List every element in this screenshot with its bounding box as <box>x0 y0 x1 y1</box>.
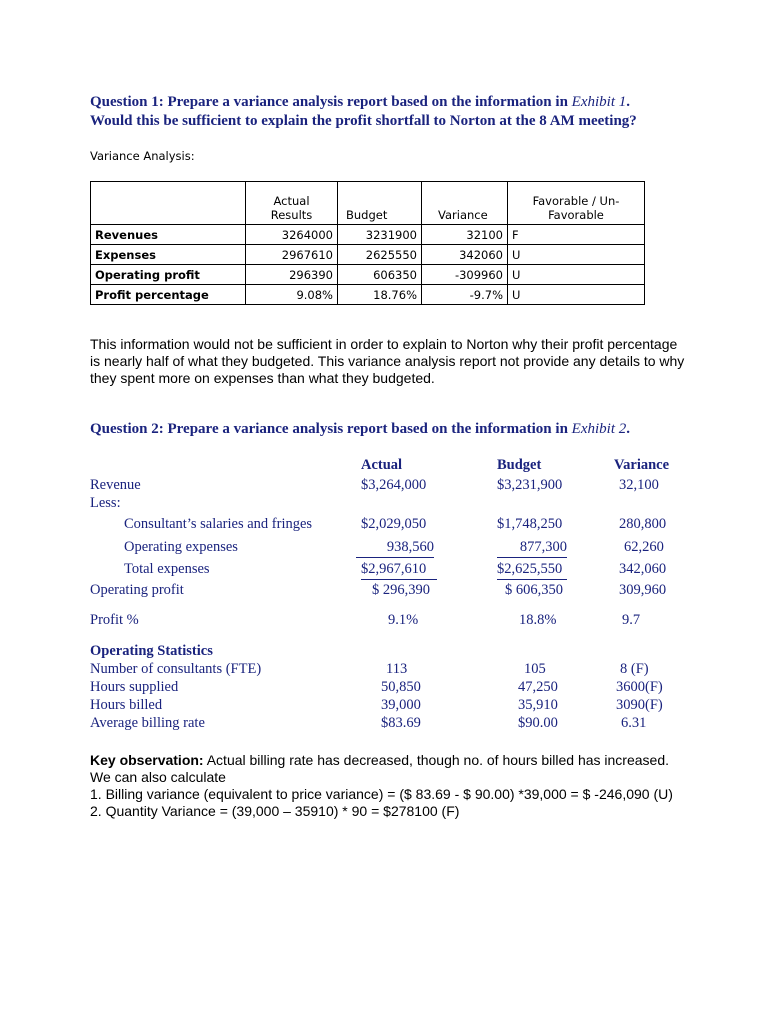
cell-favorable: U <box>508 245 645 265</box>
stat-variance: 3090(F) <box>616 697 663 713</box>
cell-variance: 32100 <box>422 225 508 245</box>
row-label: Operating profit <box>91 265 246 285</box>
table-row <box>91 245 645 265</box>
stat-budget: $90.00 <box>518 715 558 731</box>
total-expenses-budget: $2,625,550 <box>497 561 567 580</box>
cell-variance: -9.7% <box>422 285 508 305</box>
question-1-period: . <box>626 94 630 110</box>
cell-budget: 3231900 <box>338 225 422 245</box>
row-label: Revenues <box>91 225 246 245</box>
stat-actual: 113 <box>386 661 408 677</box>
opex-label: Operating expenses <box>124 539 238 555</box>
cell-variance: 342060 <box>422 245 508 265</box>
key-observation-text: Actual billing rate has decreased, though no. of hours billed has increased. <box>203 752 670 768</box>
header-favorable: Favorable / Un- Favorable <box>508 182 645 225</box>
header-actual: Actual Results <box>246 182 338 225</box>
row-label: Expenses <box>91 245 246 265</box>
header-variance: Variance <box>422 182 508 225</box>
question-1-text: Question 1: Prepare a variance analysis report based on the information in <box>90 94 572 110</box>
stat-budget: 47,250 <box>518 679 558 695</box>
salaries-budget: $1,748,250 <box>497 516 563 532</box>
revenue-variance: 32,100 <box>619 477 659 493</box>
operating-profit-variance: 309,960 <box>619 582 667 598</box>
billing-variance-line: 1. Billing variance (equivalent to price variance) = ($ 83.69 - $ 90.00) *39,000 = $ -246,090 (U) <box>90 786 673 802</box>
total-expenses-actual: $2,967,610 <box>361 561 437 580</box>
cell-favorable: U <box>508 285 645 305</box>
revenue-label: Revenue <box>90 477 141 493</box>
stat-budget: 105 <box>524 661 546 677</box>
stat-label: Average billing rate <box>90 715 205 731</box>
operating-statistics-heading: Operating Statistics <box>90 643 213 659</box>
col-header-actual: Actual <box>361 457 403 473</box>
salaries-label: Consultant’s salaries and fringes <box>124 516 313 532</box>
profit-pct-variance: 9.7 <box>622 612 641 628</box>
analysis-paragraph-line2: is nearly half of what they budgeted. This variance analysis report not provide any details to why <box>90 353 685 369</box>
salaries-variance: 280,800 <box>619 516 667 532</box>
analysis-paragraph-line3: they spent more on expenses than what they budgeted. <box>90 370 435 386</box>
variance-analysis-table <box>90 181 645 305</box>
stat-actual: 39,000 <box>381 697 421 713</box>
question-2-heading <box>90 420 630 439</box>
stat-label: Hours billed <box>90 697 163 713</box>
total-expenses-label: Total expenses <box>124 561 210 577</box>
profit-pct-label: Profit % <box>90 612 139 628</box>
question-1-line2: Would this be sufficient to explain the profit shortfall to Norton at the 8 AM meeting? <box>90 113 637 129</box>
opex-variance: 62,260 <box>624 539 664 555</box>
variance-analysis-label: Variance Analysis: <box>90 149 195 163</box>
table-row <box>91 225 645 245</box>
col-header-variance: Variance <box>614 457 670 473</box>
operating-profit-label: Operating profit <box>90 582 184 598</box>
stat-variance: 8 (F) <box>620 661 649 677</box>
stat-actual: 50,850 <box>381 679 421 695</box>
stat-budget: 35,910 <box>518 697 558 713</box>
header-budget: Budget <box>338 182 422 225</box>
exhibit-2-ref: Exhibit 2 <box>571 421 627 437</box>
cell-actual: 296390 <box>246 265 338 285</box>
revenue-actual: $3,264,000 <box>361 477 427 493</box>
table-row <box>91 265 645 285</box>
cell-budget: 2625550 <box>338 245 422 265</box>
total-expenses-variance: 342,060 <box>619 561 667 577</box>
stat-variance: 3600(F) <box>616 679 663 695</box>
profit-pct-actual: 9.1% <box>388 612 419 628</box>
cell-budget: 606350 <box>338 265 422 285</box>
question-2-period: . <box>626 421 630 437</box>
cell-actual: 3264000 <box>246 225 338 245</box>
col-header-budget: Budget <box>497 457 542 473</box>
cell-favorable: F <box>508 225 645 245</box>
cell-actual: 9.08% <box>246 285 338 305</box>
cell-budget: 18.76% <box>338 285 422 305</box>
operating-profit-actual: $ 296,390 <box>372 582 430 598</box>
revenue-budget: $3,231,900 <box>497 477 563 493</box>
stat-label: Hours supplied <box>90 679 179 695</box>
analysis-paragraph-line1: This information would not be sufficient in order to explain to Norton why their profit percentage <box>90 336 678 352</box>
question-2-text: Question 2: Prepare a variance analysis report based on the information in <box>90 421 572 437</box>
operating-profit-budget: $ 606,350 <box>505 582 563 598</box>
salaries-actual: $2,029,050 <box>361 516 427 532</box>
stat-label: Number of consultants (FTE) <box>90 661 262 677</box>
row-label: Profit percentage <box>91 285 246 305</box>
table-row <box>91 285 645 305</box>
table-header-row <box>91 182 645 225</box>
opex-actual: 938,560 <box>356 539 434 558</box>
question-1-heading <box>90 93 630 112</box>
exhibit-1-ref: Exhibit 1 <box>571 94 627 110</box>
cell-variance: -309960 <box>422 265 508 285</box>
key-observation-label: Key observation: <box>90 752 204 768</box>
quantity-variance-line: 2. Quantity Variance = (39,000 – 35910) * 90 = $278100 (F) <box>90 803 460 819</box>
key-observation-line1 <box>90 752 669 769</box>
cell-favorable: U <box>508 265 645 285</box>
profit-pct-budget: 18.8% <box>519 612 557 628</box>
stat-variance: 6.31 <box>621 715 647 731</box>
stat-actual: $83.69 <box>381 715 421 731</box>
less-label: Less: <box>90 495 121 511</box>
header-blank <box>91 182 246 225</box>
key-observation-line2: We can also calculate <box>90 769 226 785</box>
opex-budget: 877,300 <box>497 539 567 558</box>
cell-actual: 2967610 <box>246 245 338 265</box>
